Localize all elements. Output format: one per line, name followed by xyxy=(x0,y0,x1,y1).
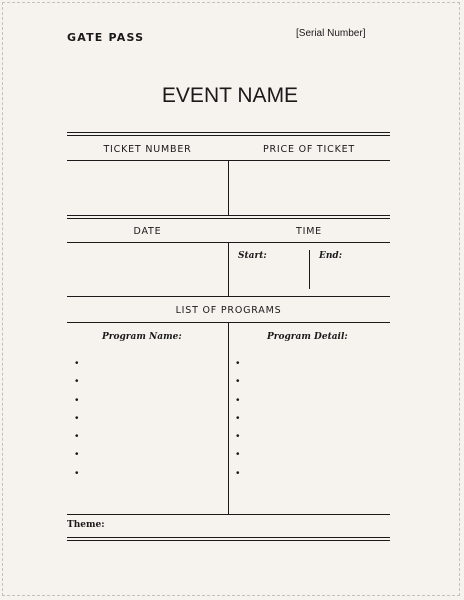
list-item[interactable]: • xyxy=(236,358,240,369)
ticket-bottom-rule xyxy=(67,215,390,216)
program-name-label: Program Name: xyxy=(102,332,182,342)
list-item[interactable]: • xyxy=(75,358,79,369)
serial-number[interactable]: [Serial Number] xyxy=(296,28,366,39)
start-label: Start: xyxy=(238,251,267,261)
price-of-ticket-field[interactable] xyxy=(229,161,389,215)
gate-pass-title: GATE PASS xyxy=(67,31,145,44)
time-label: TIME xyxy=(295,226,322,237)
date-field[interactable] xyxy=(68,243,227,296)
list-item[interactable]: • xyxy=(75,394,79,406)
list-item[interactable]: • xyxy=(75,449,79,461)
list-item[interactable]: • xyxy=(236,412,240,424)
price-of-ticket-label: PRICE OF TICKET xyxy=(262,144,356,155)
program-name-list xyxy=(75,358,79,486)
list-item[interactable]: • xyxy=(236,449,240,461)
list-item[interactable]: • xyxy=(75,412,79,424)
theme-label: Theme: xyxy=(67,520,105,530)
top-rule-inner xyxy=(67,135,390,136)
list-item[interactable]: • xyxy=(75,467,79,479)
program-detail-list xyxy=(236,358,240,486)
end-label: End: xyxy=(319,251,343,261)
list-of-programs-label: LIST OF PROGRAMS xyxy=(175,305,282,316)
ticket-number-label: TICKET NUMBER xyxy=(103,144,192,155)
ticket-number-field[interactable] xyxy=(68,161,227,215)
list-item[interactable]: • xyxy=(236,394,240,406)
list-item[interactable]: • xyxy=(75,431,79,443)
event-name[interactable]: EVENT NAME xyxy=(161,84,299,107)
end-time-field[interactable] xyxy=(345,249,389,289)
list-item[interactable]: • xyxy=(236,467,240,479)
top-rule xyxy=(67,132,390,133)
list-item[interactable]: • xyxy=(75,376,79,388)
theme-field[interactable] xyxy=(108,516,390,536)
date-bottom-rule xyxy=(67,296,390,297)
start-end-divider xyxy=(309,250,310,289)
programs-divider xyxy=(228,322,229,514)
ticket-bottom-rule-inner xyxy=(67,218,390,219)
programs-bottom-rule xyxy=(67,514,390,515)
date-label: DATE xyxy=(133,226,162,237)
start-time-field[interactable] xyxy=(270,249,308,289)
program-detail-label: Program Detail: xyxy=(267,332,348,342)
bottom-rule-inner xyxy=(67,540,390,541)
bottom-rule xyxy=(67,537,390,538)
date-time-divider xyxy=(228,242,229,296)
list-item[interactable]: • xyxy=(236,431,240,443)
list-item[interactable]: • xyxy=(236,376,240,388)
